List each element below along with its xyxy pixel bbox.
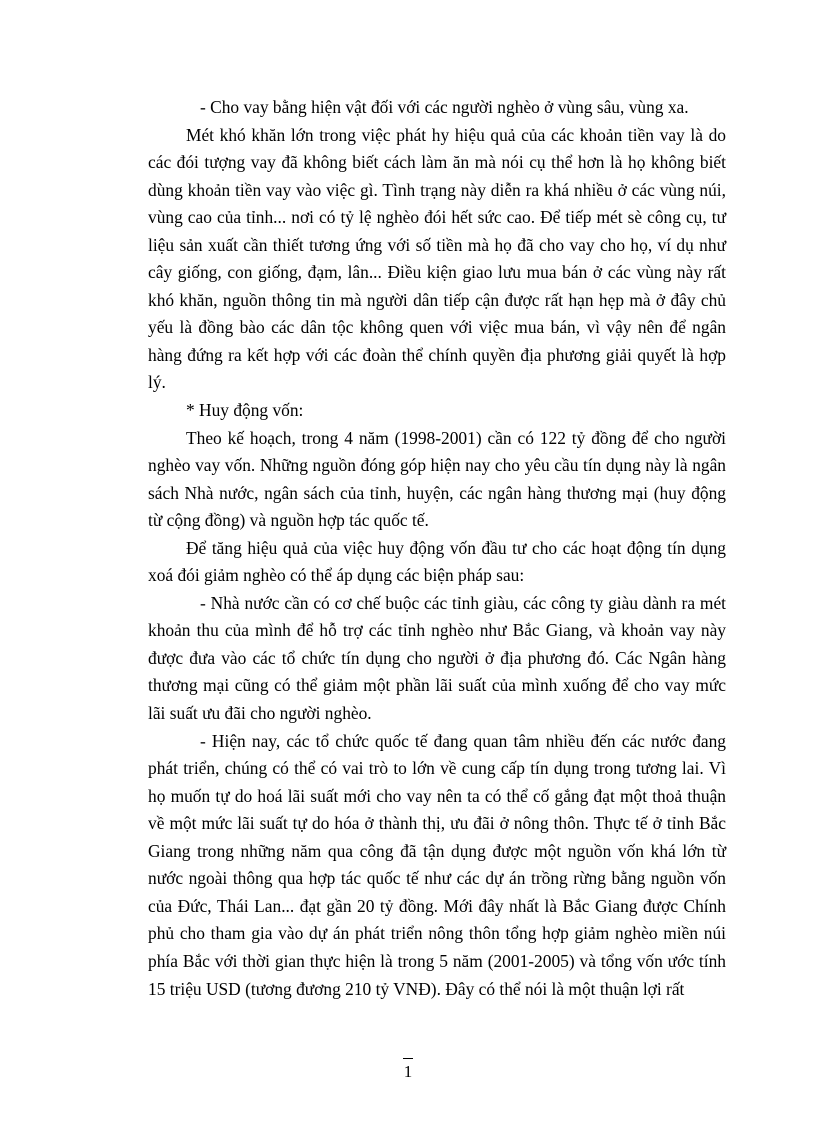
paragraph-plan: Theo kế hoạch, trong 4 năm (1998-2001) cần có 122 tỷ đồng để cho người nghèo vay vốn. Những nguồn đóng góp hiện nay cho yêu cầu tín dụng này là ngân sách Nhà nước, ngân sách của tỉnh, huyện, các ngân hàng thương mại (huy động từ cộng đồng) và nguồn hợp tác quốc tế. <box>148 427 726 531</box>
page-footer <box>0 1058 816 1082</box>
paragraph-difficulty: Mét khó khăn lớn trong việc phát hy hiệu quả của các khoản tiền vay là do các đói tượng vay đã không biết cách làm ăn mà nói cụ thể hơn là họ không biết dùng khoản tiền vay vào việc gì. Tình trạng này diễn ra khá nhiều ở các vùng núi, vùng cao của tỉnh... nơi có tỷ lệ nghèo đói hết sức cao. Để tiếp mét sè công cụ, tư liệu sản xuất cần thiết tương ứng với số tiền mà họ đã cho vay cho họ, ví dụ như cây giống, con giống, đạm, lân... Điều kiện giao lưu mua bán ở các vùng này rất khó khăn, nguồn thông tin mà người dân tiếp cận được rất hạn hẹp mà ở đây chủ yếu là đồng bào các dân tộc không quen với việc mua bán, vì vậy nên để ngân hàng đứng ra kết hợp với các đoàn thể chính quyền địa phương giải quyết là hợp lý. <box>148 124 726 393</box>
paragraph-international: - Hiện nay, các tổ chức quốc tế đang quan tâm nhiều đến các nước đang phát triển, chúng có thể có vai trò to lớn về cung cấp tín dụng trong tương lai. Vì họ muốn tự do hoá lãi suất mới cho vay nên ta có thể cố gắng đạt một thoả thuận về một mức lãi suất tự do hóa ở thành thị, ưu đãi ở nông thôn. Thực tế ở tỉnh Bắc Giang trong những năm qua công đã tận dụng được một nguồn vốn khá lớn từ nước ngoài thông qua hợp tác quốc tế như các dự án trồng rừng bằng nguồn vốn của Đức, Thái Lan... đạt gần 20 tỷ đồng. Mới đây nhất là Bắc Giang được Chính phủ cho tham gia vào dự án phát triển nông thôn tổng hợp giảm nghèo miền núi phía Bắc với thời gian thực hiện là trong 5 năm (2001-2005) và tổng vốn ước tính 15 triệu USD (tương đương 210 tỷ VNĐ). Đây có thể nói là một thuận lợi rất <box>148 730 726 999</box>
document-page <box>148 94 726 1003</box>
paragraph-state-mechanism: - Nhà nước cần có cơ chế buộc các tỉnh giàu, các công ty giàu dành ra mét khoản thu của mình để hỗ trợ các tỉnh nghèo như Bắc Giang, và khoản vay này được đưa vào các tổ chức tín dụng cho người ở địa phương đó. Các Ngân hàng thương mại cũng có thể giảm một phần lãi suất của mình xuống để cho vay mức lãi suất ưu đãi cho người nghèo. <box>148 592 726 724</box>
section-heading-capital-mobilization: * Huy động vốn: <box>186 400 304 421</box>
footer-rule <box>403 1058 413 1059</box>
page-number: 1 <box>403 1062 413 1081</box>
paragraph-loan-in-kind: - Cho vay bằng hiện vật đối với các người nghèo ở vùng sâu, vùng xa. <box>200 97 689 117</box>
paragraph-measures-intro: Để tăng hiệu quả của việc huy động vốn đầu tư cho các hoạt động tín dụng xoá đói giảm nghèo có thể áp dụng các biện pháp sau: <box>148 537 726 586</box>
